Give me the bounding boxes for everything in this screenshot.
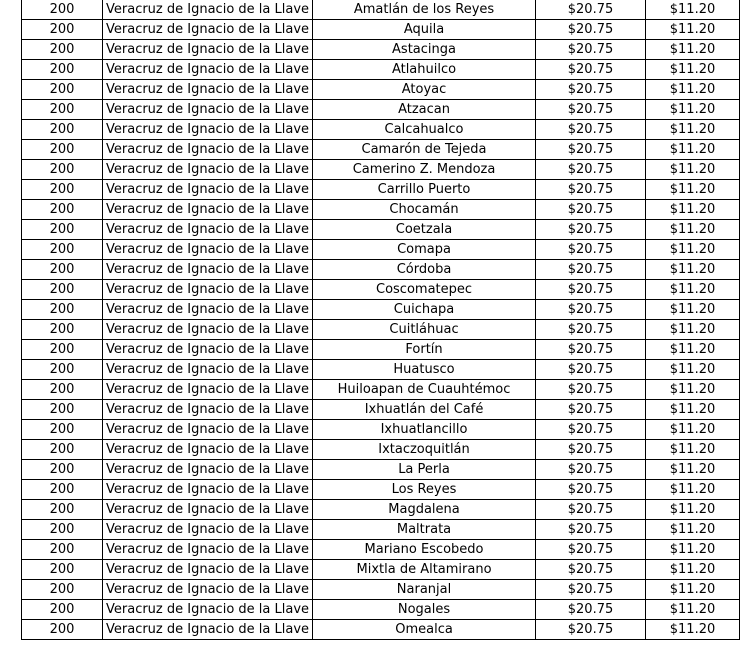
price-cell: $20.75	[536, 560, 646, 580]
secondary-price-cell: $11.20	[646, 300, 740, 320]
price-cell: $20.75	[536, 60, 646, 80]
secondary-price-cell: $11.20	[646, 20, 740, 40]
price-cell: $20.75	[536, 440, 646, 460]
table-row	[22, 280, 740, 300]
price-cell: $20.75	[536, 160, 646, 180]
table-row	[22, 80, 740, 100]
state-cell: Veracruz de Ignacio de la Llave	[103, 200, 313, 220]
table-row	[22, 540, 740, 560]
table-row	[22, 520, 740, 540]
table-row	[22, 20, 740, 40]
table-row	[22, 340, 740, 360]
table-row	[22, 300, 740, 320]
table-row	[22, 60, 740, 80]
municipality-cell: Nogales	[313, 600, 536, 620]
state-cell: Veracruz de Ignacio de la Llave	[103, 120, 313, 140]
state-cell: Veracruz de Ignacio de la Llave	[103, 440, 313, 460]
code-cell: 200	[22, 100, 103, 120]
municipality-cell: Cuichapa	[313, 300, 536, 320]
secondary-price-cell: $11.20	[646, 240, 740, 260]
price-cell: $20.75	[536, 520, 646, 540]
state-cell: Veracruz de Ignacio de la Llave	[103, 20, 313, 40]
table-row	[22, 200, 740, 220]
code-cell: 200	[22, 160, 103, 180]
secondary-price-cell: $11.20	[646, 320, 740, 340]
price-cell: $20.75	[536, 600, 646, 620]
price-cell: $20.75	[536, 220, 646, 240]
code-cell: 200	[22, 600, 103, 620]
state-cell: Veracruz de Ignacio de la Llave	[103, 140, 313, 160]
state-cell: Veracruz de Ignacio de la Llave	[103, 600, 313, 620]
code-cell: 200	[22, 140, 103, 160]
table-row	[22, 40, 740, 60]
municipality-cell: Ixhuatlancillo	[313, 420, 536, 440]
secondary-price-cell: $11.20	[646, 100, 740, 120]
code-cell: 200	[22, 420, 103, 440]
table-row	[22, 380, 740, 400]
price-cell: $20.75	[536, 300, 646, 320]
secondary-price-cell: $11.20	[646, 460, 740, 480]
code-cell: 200	[22, 280, 103, 300]
secondary-price-cell: $11.20	[646, 40, 740, 60]
table-row	[22, 400, 740, 420]
table-row	[22, 440, 740, 460]
table-row	[22, 460, 740, 480]
municipality-cell: Astacinga	[313, 40, 536, 60]
secondary-price-cell: $11.20	[646, 620, 740, 640]
municipality-cell: Huatusco	[313, 360, 536, 380]
secondary-price-cell: $11.20	[646, 140, 740, 160]
code-cell: 200	[22, 520, 103, 540]
code-cell: 200	[22, 620, 103, 640]
state-cell: Veracruz de Ignacio de la Llave	[103, 340, 313, 360]
secondary-price-cell: $11.20	[646, 60, 740, 80]
municipality-cell: Comapa	[313, 240, 536, 260]
price-cell: $20.75	[536, 200, 646, 220]
price-cell: $20.75	[536, 180, 646, 200]
secondary-price-cell: $11.20	[646, 220, 740, 240]
table-row	[22, 120, 740, 140]
code-cell: 200	[22, 580, 103, 600]
secondary-price-cell: $11.20	[646, 120, 740, 140]
price-cell: $20.75	[536, 260, 646, 280]
secondary-price-cell: $11.20	[646, 420, 740, 440]
price-cell: $20.75	[536, 620, 646, 640]
price-cell: $20.75	[536, 360, 646, 380]
code-cell: 200	[22, 560, 103, 580]
price-cell: $20.75	[536, 120, 646, 140]
secondary-price-cell: $11.20	[646, 0, 740, 20]
municipality-cell: Huiloapan de Cuauhtémoc	[313, 380, 536, 400]
municipality-cell: Coetzala	[313, 220, 536, 240]
price-cell: $20.75	[536, 340, 646, 360]
municipality-cell: Mariano Escobedo	[313, 540, 536, 560]
code-cell: 200	[22, 200, 103, 220]
table-row	[22, 420, 740, 440]
price-cell: $20.75	[536, 480, 646, 500]
code-cell: 200	[22, 220, 103, 240]
table-row	[22, 260, 740, 280]
state-cell: Veracruz de Ignacio de la Llave	[103, 420, 313, 440]
state-cell: Veracruz de Ignacio de la Llave	[103, 520, 313, 540]
state-cell: Veracruz de Ignacio de la Llave	[103, 620, 313, 640]
price-cell: $20.75	[536, 460, 646, 480]
price-cell: $20.75	[536, 420, 646, 440]
secondary-price-cell: $11.20	[646, 260, 740, 280]
code-cell: 200	[22, 320, 103, 340]
price-cell: $20.75	[536, 40, 646, 60]
table-row	[22, 220, 740, 240]
state-cell: Veracruz de Ignacio de la Llave	[103, 80, 313, 100]
code-cell: 200	[22, 500, 103, 520]
table-row	[22, 500, 740, 520]
municipality-cell: Camerino Z. Mendoza	[313, 160, 536, 180]
price-cell: $20.75	[536, 320, 646, 340]
code-cell: 200	[22, 60, 103, 80]
state-cell: Veracruz de Ignacio de la Llave	[103, 100, 313, 120]
state-cell: Veracruz de Ignacio de la Llave	[103, 160, 313, 180]
secondary-price-cell: $11.20	[646, 360, 740, 380]
state-cell: Veracruz de Ignacio de la Llave	[103, 400, 313, 420]
table-row	[22, 0, 740, 20]
table-row	[22, 240, 740, 260]
municipality-price-table	[21, 0, 740, 640]
secondary-price-cell: $11.20	[646, 600, 740, 620]
price-cell: $20.75	[536, 400, 646, 420]
code-cell: 200	[22, 460, 103, 480]
code-cell: 200	[22, 0, 103, 20]
price-cell: $20.75	[536, 0, 646, 20]
municipality-cell: La Perla	[313, 460, 536, 480]
state-cell: Veracruz de Ignacio de la Llave	[103, 60, 313, 80]
municipality-cell: Maltrata	[313, 520, 536, 540]
state-cell: Veracruz de Ignacio de la Llave	[103, 320, 313, 340]
secondary-price-cell: $11.20	[646, 160, 740, 180]
price-cell: $20.75	[536, 20, 646, 40]
code-cell: 200	[22, 340, 103, 360]
municipality-cell: Córdoba	[313, 260, 536, 280]
secondary-price-cell: $11.20	[646, 440, 740, 460]
price-cell: $20.75	[536, 280, 646, 300]
municipality-cell: Cuitláhuac	[313, 320, 536, 340]
municipality-cell: Coscomatepec	[313, 280, 536, 300]
table-row	[22, 580, 740, 600]
price-cell: $20.75	[536, 100, 646, 120]
table-row	[22, 480, 740, 500]
municipality-cell: Atlahuilco	[313, 60, 536, 80]
secondary-price-cell: $11.20	[646, 180, 740, 200]
secondary-price-cell: $11.20	[646, 380, 740, 400]
secondary-price-cell: $11.20	[646, 480, 740, 500]
state-cell: Veracruz de Ignacio de la Llave	[103, 260, 313, 280]
state-cell: Veracruz de Ignacio de la Llave	[103, 460, 313, 480]
secondary-price-cell: $11.20	[646, 520, 740, 540]
code-cell: 200	[22, 400, 103, 420]
municipality-cell: Atzacan	[313, 100, 536, 120]
code-cell: 200	[22, 20, 103, 40]
municipality-cell: Aquila	[313, 20, 536, 40]
price-cell: $20.75	[536, 140, 646, 160]
municipality-cell: Carrillo Puerto	[313, 180, 536, 200]
price-cell: $20.75	[536, 540, 646, 560]
municipality-cell: Atoyac	[313, 80, 536, 100]
code-cell: 200	[22, 480, 103, 500]
municipality-cell: Calcahualco	[313, 120, 536, 140]
price-cell: $20.75	[536, 500, 646, 520]
secondary-price-cell: $11.20	[646, 560, 740, 580]
municipality-cell: Fortín	[313, 340, 536, 360]
code-cell: 200	[22, 380, 103, 400]
state-cell: Veracruz de Ignacio de la Llave	[103, 580, 313, 600]
state-cell: Veracruz de Ignacio de la Llave	[103, 500, 313, 520]
municipality-cell: Mixtla de Altamirano	[313, 560, 536, 580]
table-body	[22, 0, 740, 640]
table-row	[22, 600, 740, 620]
table-row	[22, 180, 740, 200]
municipality-cell: Los Reyes	[313, 480, 536, 500]
code-cell: 200	[22, 300, 103, 320]
secondary-price-cell: $11.20	[646, 500, 740, 520]
secondary-price-cell: $11.20	[646, 340, 740, 360]
table-row	[22, 320, 740, 340]
municipality-cell: Magdalena	[313, 500, 536, 520]
code-cell: 200	[22, 80, 103, 100]
table-row	[22, 360, 740, 380]
price-cell: $20.75	[536, 80, 646, 100]
price-cell: $20.75	[536, 580, 646, 600]
price-cell: $20.75	[536, 380, 646, 400]
municipality-cell: Camarón de Tejeda	[313, 140, 536, 160]
price-cell: $20.75	[536, 240, 646, 260]
municipality-cell: Amatlán de los Reyes	[313, 0, 536, 20]
state-cell: Veracruz de Ignacio de la Llave	[103, 40, 313, 60]
state-cell: Veracruz de Ignacio de la Llave	[103, 220, 313, 240]
code-cell: 200	[22, 540, 103, 560]
secondary-price-cell: $11.20	[646, 580, 740, 600]
code-cell: 200	[22, 260, 103, 280]
state-cell: Veracruz de Ignacio de la Llave	[103, 480, 313, 500]
code-cell: 200	[22, 240, 103, 260]
state-cell: Veracruz de Ignacio de la Llave	[103, 560, 313, 580]
table-row	[22, 100, 740, 120]
secondary-price-cell: $11.20	[646, 280, 740, 300]
state-cell: Veracruz de Ignacio de la Llave	[103, 240, 313, 260]
secondary-price-cell: $11.20	[646, 80, 740, 100]
municipality-cell: Naranjal	[313, 580, 536, 600]
code-cell: 200	[22, 360, 103, 380]
code-cell: 200	[22, 180, 103, 200]
state-cell: Veracruz de Ignacio de la Llave	[103, 180, 313, 200]
table-row	[22, 160, 740, 180]
municipality-cell: Omealca	[313, 620, 536, 640]
state-cell: Veracruz de Ignacio de la Llave	[103, 300, 313, 320]
state-cell: Veracruz de Ignacio de la Llave	[103, 540, 313, 560]
state-cell: Veracruz de Ignacio de la Llave	[103, 0, 313, 20]
secondary-price-cell: $11.20	[646, 200, 740, 220]
table-row	[22, 140, 740, 160]
state-cell: Veracruz de Ignacio de la Llave	[103, 280, 313, 300]
secondary-price-cell: $11.20	[646, 540, 740, 560]
code-cell: 200	[22, 440, 103, 460]
state-cell: Veracruz de Ignacio de la Llave	[103, 360, 313, 380]
code-cell: 200	[22, 120, 103, 140]
municipality-cell: Chocamán	[313, 200, 536, 220]
municipality-cell: Ixtaczoquitlán	[313, 440, 536, 460]
state-cell: Veracruz de Ignacio de la Llave	[103, 380, 313, 400]
table-row	[22, 560, 740, 580]
municipality-cell: Ixhuatlán del Café	[313, 400, 536, 420]
code-cell: 200	[22, 40, 103, 60]
table-row	[22, 620, 740, 640]
secondary-price-cell: $11.20	[646, 400, 740, 420]
